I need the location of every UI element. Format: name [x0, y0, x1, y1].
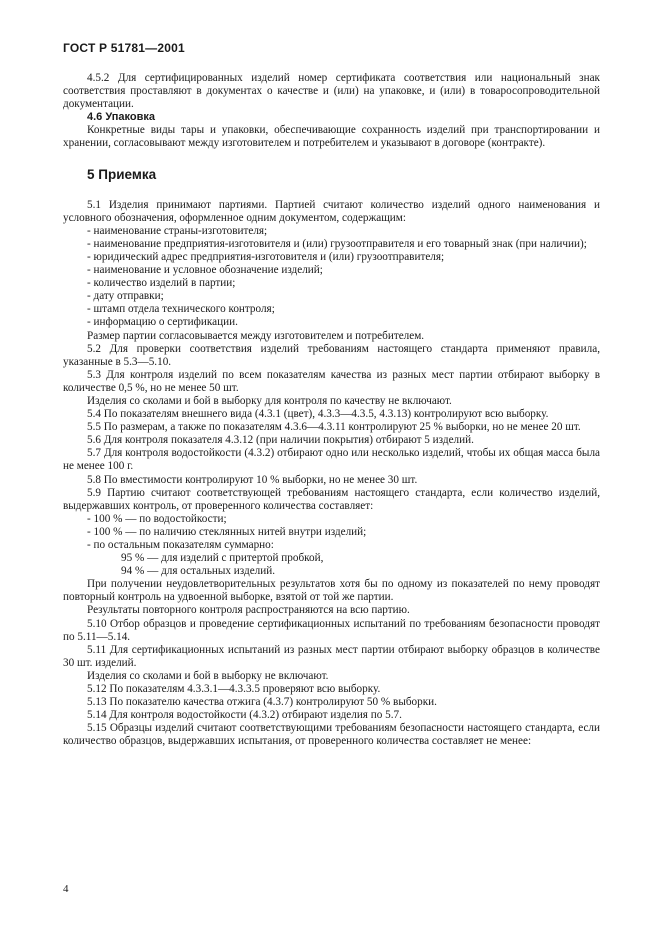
paragraph-5-1: 5.1 Изделия принимают партиями. Партией считают количество изделий одного наименования и условного обозначения, оформленное одним документом, содержащим:: [63, 198, 600, 224]
paragraph-4-6: Конкретные виды тары и упаковки, обеспечивающие сохранность изделий при транспортировании и хранении, согласовывают между изготовителем и потребителем и указывают в договоре (контракте).: [63, 124, 600, 150]
list-item: - наименование страны-изготовителя;: [87, 224, 268, 237]
paragraph-5-13: 5.13 По показателю качества отжига (4.3.7) контролируют 50 % выборки.: [87, 696, 437, 709]
list-item: - дату отправки;: [87, 290, 164, 303]
list-item: - наименование предприятия-изготовителя и (или) грузоотправителя и его товарный знак (при наличии);: [87, 237, 587, 250]
paragraph-5-7: 5.7 Для контроля водостойкости (4.3.2) отбирают одно или несколько изделий, чтобы их общая масса была не менее 100 г.: [63, 447, 600, 473]
paragraph-5-5: 5.5 По размерам, а также по показателям 4.3.6—4.3.11 контролируют 25 % выборки, но не менее 20 шт.: [87, 421, 581, 434]
paragraph-5-14: 5.14 Для контроля водостойкости (4.3.2) отбирают изделия по 5.7.: [87, 709, 402, 722]
subsection-heading-4-6: 4.6 Упаковка: [87, 111, 155, 124]
paragraph-5-4: 5.4 По показателям внешнего вида (4.3.1 (цвет), 4.3.3—4.3.5, 4.3.13) контролируют всю выборку.: [87, 408, 549, 421]
page-header: ГОСТ Р 51781—2001: [63, 41, 185, 55]
list-item: - штамп отдела технического контроля;: [87, 303, 275, 316]
paragraph-5-10: 5.10 Отбор образцов и проведение сертификационных испытаний по требованиям безопасности проводят по 5.11—5.14.: [63, 617, 600, 643]
list-item: - наименование и условное обозначение изделий;: [87, 264, 323, 277]
list-item: - 100 % — по наличию стеклянных нитей внутри изделий;: [87, 525, 367, 538]
list-item: - количество изделий в партии;: [87, 277, 236, 290]
paragraph-5-9-results: Результаты повторного контроля распространяются на всю партию.: [87, 604, 410, 617]
paragraph-5-9-retest: При получении неудовлетворительных результатов хотя бы по одному из показателей по нему проводят повторный контроль на удвоенной выборке, взятой от той же партии.: [63, 578, 600, 604]
paragraph-5-15: 5.15 Образцы изделий считают соответствующими требованиям безопасности настоящего стандарта, если количество образцов, выдержавших испытания, от проверенного количества составляет не менее:: [63, 722, 600, 748]
page-number: 4: [63, 883, 69, 895]
paragraph-5-1-lot-size: Размер партии согласовывается между изготовителем и потребителем.: [87, 329, 425, 342]
paragraph-5-12: 5.12 По показателям 4.3.3.1—4.3.3.5 проверяют всю выборку.: [87, 683, 381, 696]
paragraph-5-8: 5.8 По вместимости контролируют 10 % выборки, но не менее 30 шт.: [87, 473, 418, 486]
paragraph-5-3-note: Изделия со сколами и бой в выборку для контроля по качеству не включают.: [87, 394, 452, 407]
list-item: - 100 % — по водостойкости;: [87, 512, 227, 525]
paragraph-5-6: 5.6 Для контроля показателя 4.3.12 (при наличии покрытия) отбирают 5 изделий.: [87, 434, 474, 447]
list-item: - юридический адрес предприятия-изготовителя и (или) грузоотправителя;: [87, 250, 445, 263]
paragraph-5-9: 5.9 Партию считают соответствующей требованиям настоящего стандарта, если количество изделий, выдержавших контроль, от проверенного количества составляет:: [63, 486, 600, 512]
document-body: [63, 72, 600, 749]
paragraph-4-5-2: 4.5.2 Для сертифицированных изделий номер сертификата соответствия или национальный знак соответствия проставляют в документах о качестве и (или) на упаковке, и (или) в товаросопроводительной документации.: [63, 72, 600, 111]
list-subitem: 95 % — для изделий с притертой пробкой,: [121, 552, 324, 565]
paragraph-5-3: 5.3 Для контроля изделий по всем показателям качества из разных мест партии отбирают выборку в количестве 0,5 %, но не менее 50 шт.: [63, 368, 600, 394]
paragraph-5-11-note: Изделия со сколами и бой в выборку не включают.: [87, 669, 329, 682]
section-heading-5: 5 Приемка: [87, 166, 157, 182]
paragraph-5-2: 5.2 Для проверки соответствия изделий требованиям настоящего стандарта применяют правила, указанные в 5.3—5.10.: [63, 342, 600, 368]
list-item: - по остальным показателям суммарно:: [87, 539, 274, 551]
paragraph-5-11: 5.11 Для сертификационных испытаний из разных мест партии отбирают выборку образцов в количестве 30 шт. изделий.: [63, 643, 600, 669]
list-subitem: 94 % — для остальных изделий.: [121, 565, 276, 578]
list-item: - информацию о сертификации.: [87, 316, 238, 329]
